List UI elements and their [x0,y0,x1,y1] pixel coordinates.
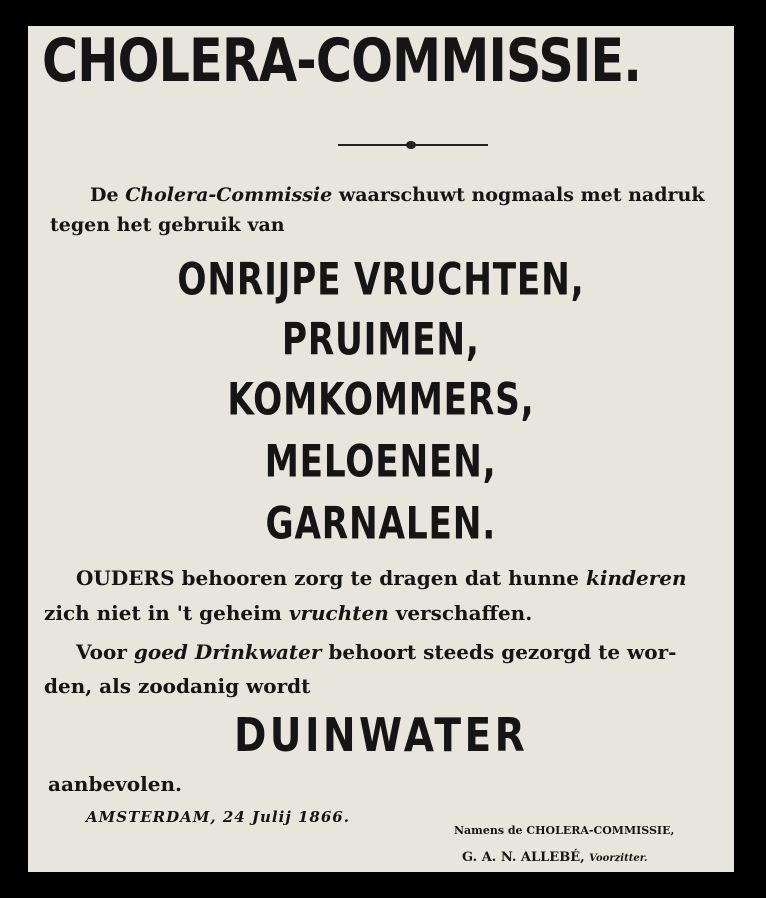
item-text: GARNALEN. [265,497,497,550]
item-shrimp [28,497,734,549]
water-good-drinkwater: goed Drinkwater [133,640,322,664]
poster-title: CHOLERA-COMMISSIE. [42,26,642,96]
parents-heading: OUDERS [76,566,175,590]
parents-line-1 [76,566,687,590]
item-unripe-fruit [28,253,734,305]
recommended-text: aanbevolen. [48,772,182,796]
parents-text: verschaffen. [388,601,533,625]
item-text: KOMKOMMERS, [227,373,535,426]
water-line-1 [76,640,676,664]
item-cucumbers [28,373,734,425]
item-plums [28,313,734,365]
item-melons [28,435,734,487]
dune-water-text: DUINWATER [233,708,529,762]
signature-line [462,850,648,865]
item-text: MELOENEN, [265,435,497,488]
intro-text: waarschuwt nogmaals met nadruk [332,184,705,206]
item-text: PRUIMEN, [282,313,480,366]
water-text: behoort steeds gezorgd te wor- [321,640,677,664]
item-text: ONRIJPE VRUCHTEN, [177,253,585,306]
water-text: Voor [76,640,134,664]
parents-children: kinderen [585,566,687,590]
signature-role: Voorzitter. [589,853,648,864]
dateline [86,808,350,826]
parents-text: behooren zorg te dragen dat hunne [174,566,586,590]
dateline-place: AMSTERDAM, [86,808,217,826]
intro-commission-name: Cholera-Commissie [125,184,333,206]
intro-text: De [90,184,126,206]
intro-line-2: tegen het gebruik van [50,214,285,236]
parents-text: zich niet in 't geheim [44,601,289,625]
parents-fruit: vruchten [288,601,389,625]
poster [28,26,734,872]
dune-water-heading [28,708,734,762]
signature-on-behalf: Namens de CHOLERA-COMMISSIE, [454,824,675,837]
water-line-2: den, als zoodanig wordt [44,674,311,698]
parents-line-2 [44,601,532,625]
decorative-rule [338,144,488,146]
intro-line-1 [90,184,705,206]
signature-name: G. A. N. ALLEBÉ, [462,850,585,865]
dateline-date: 24 Julij 1866. [216,808,350,826]
